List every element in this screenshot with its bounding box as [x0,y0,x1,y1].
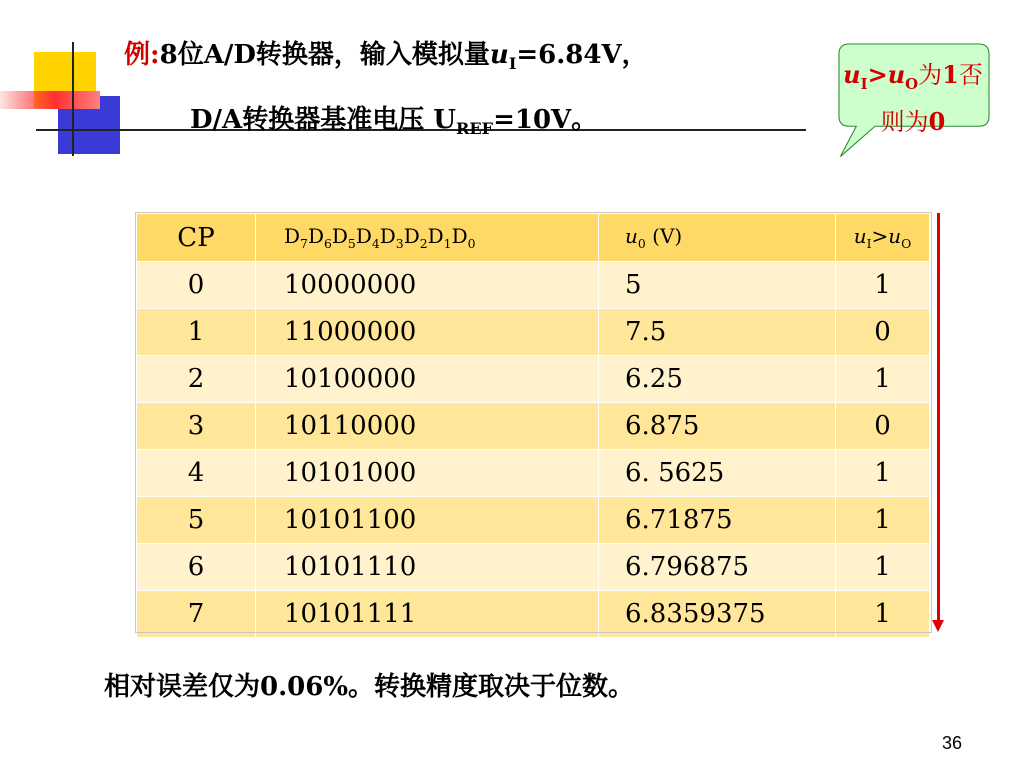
conclusion-text-b: 。转换精度取决于位数。 [348,672,635,702]
callout-sub-o: O [905,74,919,93]
cell-compare: 1 [836,497,930,544]
cell-compare: 1 [836,544,930,591]
conclusion-note [104,666,634,703]
cell-u0: 5 [599,262,836,309]
callout-one: 1 [942,60,959,89]
cell-code: 10101000 [256,450,599,497]
cell-u0: 6.875 [599,403,836,450]
cell-cp: 2 [137,356,256,403]
header-d-bits: $D_7D_6D_5D_4D_3D_2D_1D_0$ [256,214,599,262]
title-line1-text-b: =6.84V， [516,40,648,70]
cell-cp: 3 [137,403,256,450]
callout-gt: > [867,60,888,89]
slide-title-line2 [190,99,597,138]
cell-u0: 7.5 [599,309,836,356]
cell-code: 10101100 [256,497,599,544]
cell-code: 10000000 [256,262,599,309]
decor-vertical-line [72,42,74,156]
callout-tail: 否 [958,61,983,89]
cell-u0: 6. 5625 [599,450,836,497]
cell-cp: 1 [137,309,256,356]
callout-line2-text: 则为 [880,107,929,136]
cell-code: 10110000 [256,403,599,450]
callout-var-uo: u [887,60,906,89]
cell-cp: 4 [137,450,256,497]
cell-compare: 1 [836,591,930,638]
cell-cp: 7 [137,591,256,638]
cell-code: 11000000 [256,309,599,356]
down-arrow-icon [932,620,944,632]
table-row [137,544,930,591]
callout-zero: 0 [928,106,946,136]
table-row [137,403,930,450]
decor-red-bar [0,91,100,109]
cell-compare: 1 [836,356,930,403]
cell-cp: 0 [137,262,256,309]
cell-code: 10100000 [256,356,599,403]
table-row [137,450,930,497]
table-row [137,309,930,356]
callout-mid: 为 [918,61,943,89]
cell-cp: 5 [137,497,256,544]
cell-compare: 1 [836,262,930,309]
callout-line1 [810,56,1016,103]
title-line2-text-b: =10V。 [493,105,598,135]
cell-code: 10101110 [256,544,599,591]
title-line2-sub: REF [455,119,494,139]
title-line1-text-a: 8位A/D转换器，输入模拟量 [159,40,490,70]
callout-line2 [810,103,1016,141]
example-label: 例: [124,40,160,70]
slide-title-line1 [124,34,648,73]
cell-compare: 0 [836,309,930,356]
header-compare: $u_I>u_O$ [836,214,930,262]
cell-cp: 6 [137,544,256,591]
table-row [137,356,930,403]
title-var-sub: I [508,54,517,74]
conclusion-percent: 0.06% [260,672,349,702]
title-line2-text-a: D/A转换器基准电压 U [190,105,456,135]
table-row [137,591,930,638]
callout-var-ui: u [843,60,861,89]
table-row [137,262,930,309]
callout-sub-i: I [860,74,868,93]
table-header-row [137,214,930,262]
callout-text [810,56,1016,141]
down-arrow-shaft [937,213,940,623]
title-var-u: u [489,40,509,70]
cell-compare: 1 [836,450,930,497]
page-number: 36 [942,733,963,753]
cell-u0: 6.71875 [599,497,836,544]
cell-u0: 6.796875 [599,544,836,591]
conversion-table [136,213,930,638]
header-cp: CP [137,214,256,262]
cell-compare: 0 [836,403,930,450]
table-row [137,497,930,544]
header-u0: $u_0$ (V) [599,214,836,262]
cell-code: 10101111 [256,591,599,638]
conclusion-text-a: 相对误差仅为 [104,672,261,702]
cell-u0: 6.25 [599,356,836,403]
cell-u0: 6.8359375 [599,591,836,638]
